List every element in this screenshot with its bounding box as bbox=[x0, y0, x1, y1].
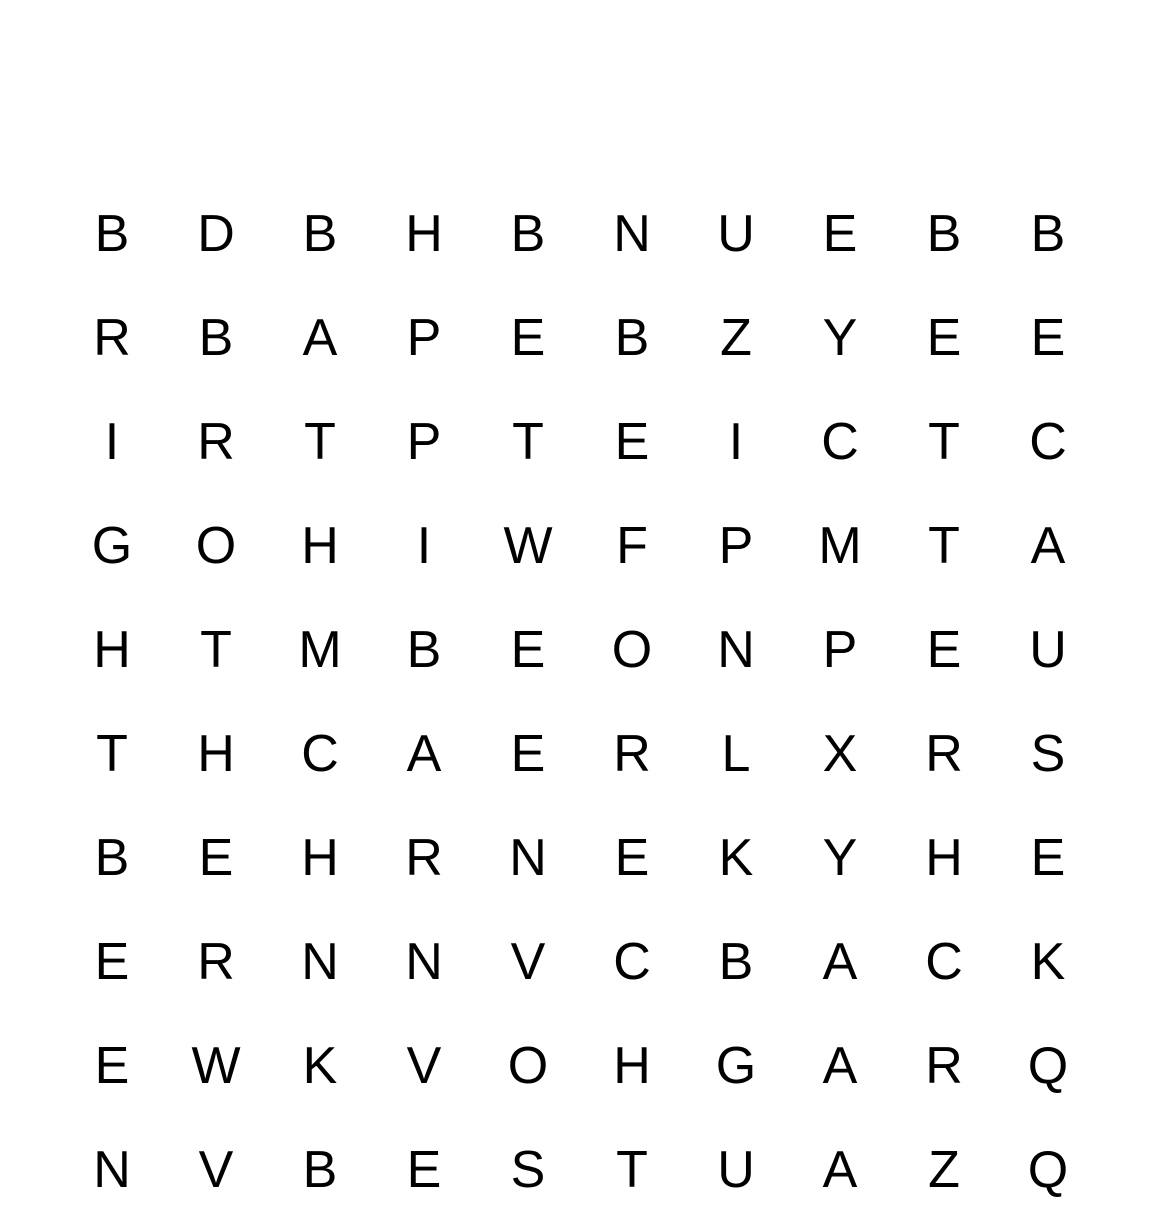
grid-cell-r1-c9[interactable]: E bbox=[1030, 309, 1066, 367]
grid-cell-r4-c3[interactable]: B bbox=[406, 621, 442, 679]
grid-cell-r5-c8[interactable]: R bbox=[925, 725, 963, 783]
grid-cell-r9-c1[interactable]: V bbox=[198, 1141, 234, 1199]
grid-cell-r2-c0[interactable]: I bbox=[104, 413, 120, 471]
grid-cell-r7-c7[interactable]: A bbox=[822, 933, 858, 991]
grid-cell-r5-c5[interactable]: R bbox=[613, 725, 651, 783]
grid-cell-r6-c8[interactable]: H bbox=[925, 829, 963, 887]
grid-cell-r2-c1[interactable]: R bbox=[197, 413, 235, 471]
grid-cell-r5-c1[interactable]: H bbox=[197, 725, 235, 783]
grid-cell-r4-c9[interactable]: U bbox=[1029, 621, 1067, 679]
grid-cell-r0-c6[interactable]: U bbox=[717, 205, 755, 263]
grid-cell-r1-c3[interactable]: P bbox=[406, 309, 442, 367]
grid-cell-r6-c1[interactable]: E bbox=[198, 829, 234, 887]
grid-cell-r3-c5[interactable]: F bbox=[616, 517, 648, 575]
grid-cell-r0-c2[interactable]: B bbox=[302, 205, 338, 263]
grid-cell-r0-c1[interactable]: D bbox=[197, 205, 235, 263]
grid-cell-r9-c9[interactable]: Q bbox=[1027, 1141, 1069, 1199]
grid-cell-r2-c5[interactable]: E bbox=[614, 413, 650, 471]
grid-cell-r6-c9[interactable]: E bbox=[1030, 829, 1066, 887]
grid-cell-r0-c8[interactable]: B bbox=[926, 205, 962, 263]
grid-cell-r6-c7[interactable]: Y bbox=[822, 829, 858, 887]
grid-cell-r6-c5[interactable]: E bbox=[614, 829, 650, 887]
grid-cell-r4-c2[interactable]: M bbox=[298, 621, 342, 679]
word-search-grid[interactable] bbox=[60, 182, 1100, 1222]
grid-cell-r4-c1[interactable]: T bbox=[200, 621, 232, 679]
grid-cell-r8-c3[interactable]: V bbox=[406, 1037, 442, 1095]
grid-cell-r8-c1[interactable]: W bbox=[191, 1037, 241, 1095]
grid-cell-r7-c3[interactable]: N bbox=[405, 933, 443, 991]
grid-cell-r1-c8[interactable]: E bbox=[926, 309, 962, 367]
grid-cell-r4-c4[interactable]: E bbox=[510, 621, 546, 679]
grid-cell-r2-c8[interactable]: T bbox=[928, 413, 960, 471]
grid-cell-r7-c9[interactable]: K bbox=[1030, 933, 1066, 991]
grid-cell-r3-c9[interactable]: A bbox=[1030, 517, 1066, 575]
grid-cell-r1-c4[interactable]: E bbox=[510, 309, 546, 367]
grid-cell-r6-c6[interactable]: K bbox=[718, 829, 754, 887]
grid-cell-r0-c9[interactable]: B bbox=[1030, 205, 1066, 263]
grid-cell-r7-c5[interactable]: C bbox=[613, 933, 651, 991]
grid-cell-r5-c0[interactable]: T bbox=[96, 725, 128, 783]
grid-cell-r8-c8[interactable]: R bbox=[925, 1037, 963, 1095]
grid-cell-r9-c4[interactable]: S bbox=[510, 1141, 546, 1199]
grid-cell-r0-c4[interactable]: B bbox=[510, 205, 546, 263]
grid-cell-r9-c7[interactable]: A bbox=[822, 1141, 858, 1199]
grid-cell-r2-c7[interactable]: C bbox=[821, 413, 859, 471]
grid-cell-r1-c1[interactable]: B bbox=[198, 309, 234, 367]
grid-cell-r8-c7[interactable]: A bbox=[822, 1037, 858, 1095]
grid-cell-r8-c0[interactable]: E bbox=[94, 1037, 130, 1095]
grid-cell-r3-c2[interactable]: H bbox=[301, 517, 339, 575]
grid-cell-r0-c0[interactable]: B bbox=[94, 205, 130, 263]
grid-cell-r9-c8[interactable]: Z bbox=[928, 1141, 960, 1199]
grid-cell-r0-c3[interactable]: H bbox=[405, 205, 443, 263]
grid-cell-r6-c2[interactable]: H bbox=[301, 829, 339, 887]
grid-cell-r1-c5[interactable]: B bbox=[614, 309, 650, 367]
grid-cell-r4-c5[interactable]: O bbox=[611, 621, 653, 679]
grid-cell-r7-c8[interactable]: C bbox=[925, 933, 963, 991]
grid-cell-r6-c0[interactable]: B bbox=[94, 829, 130, 887]
grid-cell-r3-c1[interactable]: O bbox=[195, 517, 237, 575]
grid-cell-r3-c0[interactable]: G bbox=[91, 517, 133, 575]
grid-cell-r8-c6[interactable]: G bbox=[715, 1037, 757, 1095]
grid-cell-r2-c9[interactable]: C bbox=[1029, 413, 1067, 471]
grid-cell-r5-c3[interactable]: A bbox=[406, 725, 442, 783]
grid-cell-r5-c6[interactable]: L bbox=[721, 725, 751, 783]
grid-cell-r8-c9[interactable]: Q bbox=[1027, 1037, 1069, 1095]
grid-cell-r6-c4[interactable]: N bbox=[509, 829, 547, 887]
grid-cell-r5-c4[interactable]: E bbox=[510, 725, 546, 783]
grid-cell-r8-c4[interactable]: O bbox=[507, 1037, 549, 1095]
grid-cell-r9-c5[interactable]: T bbox=[616, 1141, 648, 1199]
grid-cell-r7-c0[interactable]: E bbox=[94, 933, 130, 991]
grid-cell-r4-c8[interactable]: E bbox=[926, 621, 962, 679]
grid-cell-r1-c7[interactable]: Y bbox=[822, 309, 858, 367]
grid-cell-r0-c7[interactable]: E bbox=[822, 205, 858, 263]
grid-cell-r7-c1[interactable]: R bbox=[197, 933, 235, 991]
grid-cell-r0-c5[interactable]: N bbox=[613, 205, 651, 263]
grid-cell-r6-c3[interactable]: R bbox=[405, 829, 443, 887]
grid-cell-r3-c7[interactable]: M bbox=[818, 517, 862, 575]
grid-cell-r8-c2[interactable]: K bbox=[302, 1037, 338, 1095]
grid-cell-r9-c6[interactable]: U bbox=[717, 1141, 755, 1199]
grid-cell-r4-c6[interactable]: N bbox=[717, 621, 755, 679]
grid-cell-r3-c8[interactable]: T bbox=[928, 517, 960, 575]
grid-cell-r5-c7[interactable]: X bbox=[822, 725, 858, 783]
grid-cell-r7-c4[interactable]: V bbox=[510, 933, 546, 991]
grid-cell-r2-c4[interactable]: T bbox=[512, 413, 544, 471]
grid-cell-r7-c6[interactable]: B bbox=[718, 933, 754, 991]
grid-cell-r2-c3[interactable]: P bbox=[406, 413, 442, 471]
grid-cell-r1-c0[interactable]: R bbox=[93, 309, 131, 367]
grid-cell-r9-c0[interactable]: N bbox=[93, 1141, 131, 1199]
grid-cell-r2-c2[interactable]: T bbox=[304, 413, 336, 471]
grid-cell-r1-c6[interactable]: Z bbox=[720, 309, 752, 367]
grid-cell-r4-c0[interactable]: H bbox=[93, 621, 131, 679]
grid-cell-r1-c2[interactable]: A bbox=[302, 309, 338, 367]
grid-cell-r3-c3[interactable]: I bbox=[416, 517, 432, 575]
grid-cell-r9-c3[interactable]: E bbox=[406, 1141, 442, 1199]
grid-cell-r8-c5[interactable]: H bbox=[613, 1037, 651, 1095]
grid-cell-r9-c2[interactable]: B bbox=[302, 1141, 338, 1199]
grid-cell-r3-c4[interactable]: W bbox=[503, 517, 553, 575]
grid-cell-r7-c2[interactable]: N bbox=[301, 933, 339, 991]
grid-cell-r5-c2[interactable]: C bbox=[301, 725, 339, 783]
grid-cell-r2-c6[interactable]: I bbox=[728, 413, 744, 471]
grid-cell-r3-c6[interactable]: P bbox=[718, 517, 754, 575]
grid-cell-r4-c7[interactable]: P bbox=[822, 621, 858, 679]
grid-cell-r5-c9[interactable]: S bbox=[1030, 725, 1066, 783]
